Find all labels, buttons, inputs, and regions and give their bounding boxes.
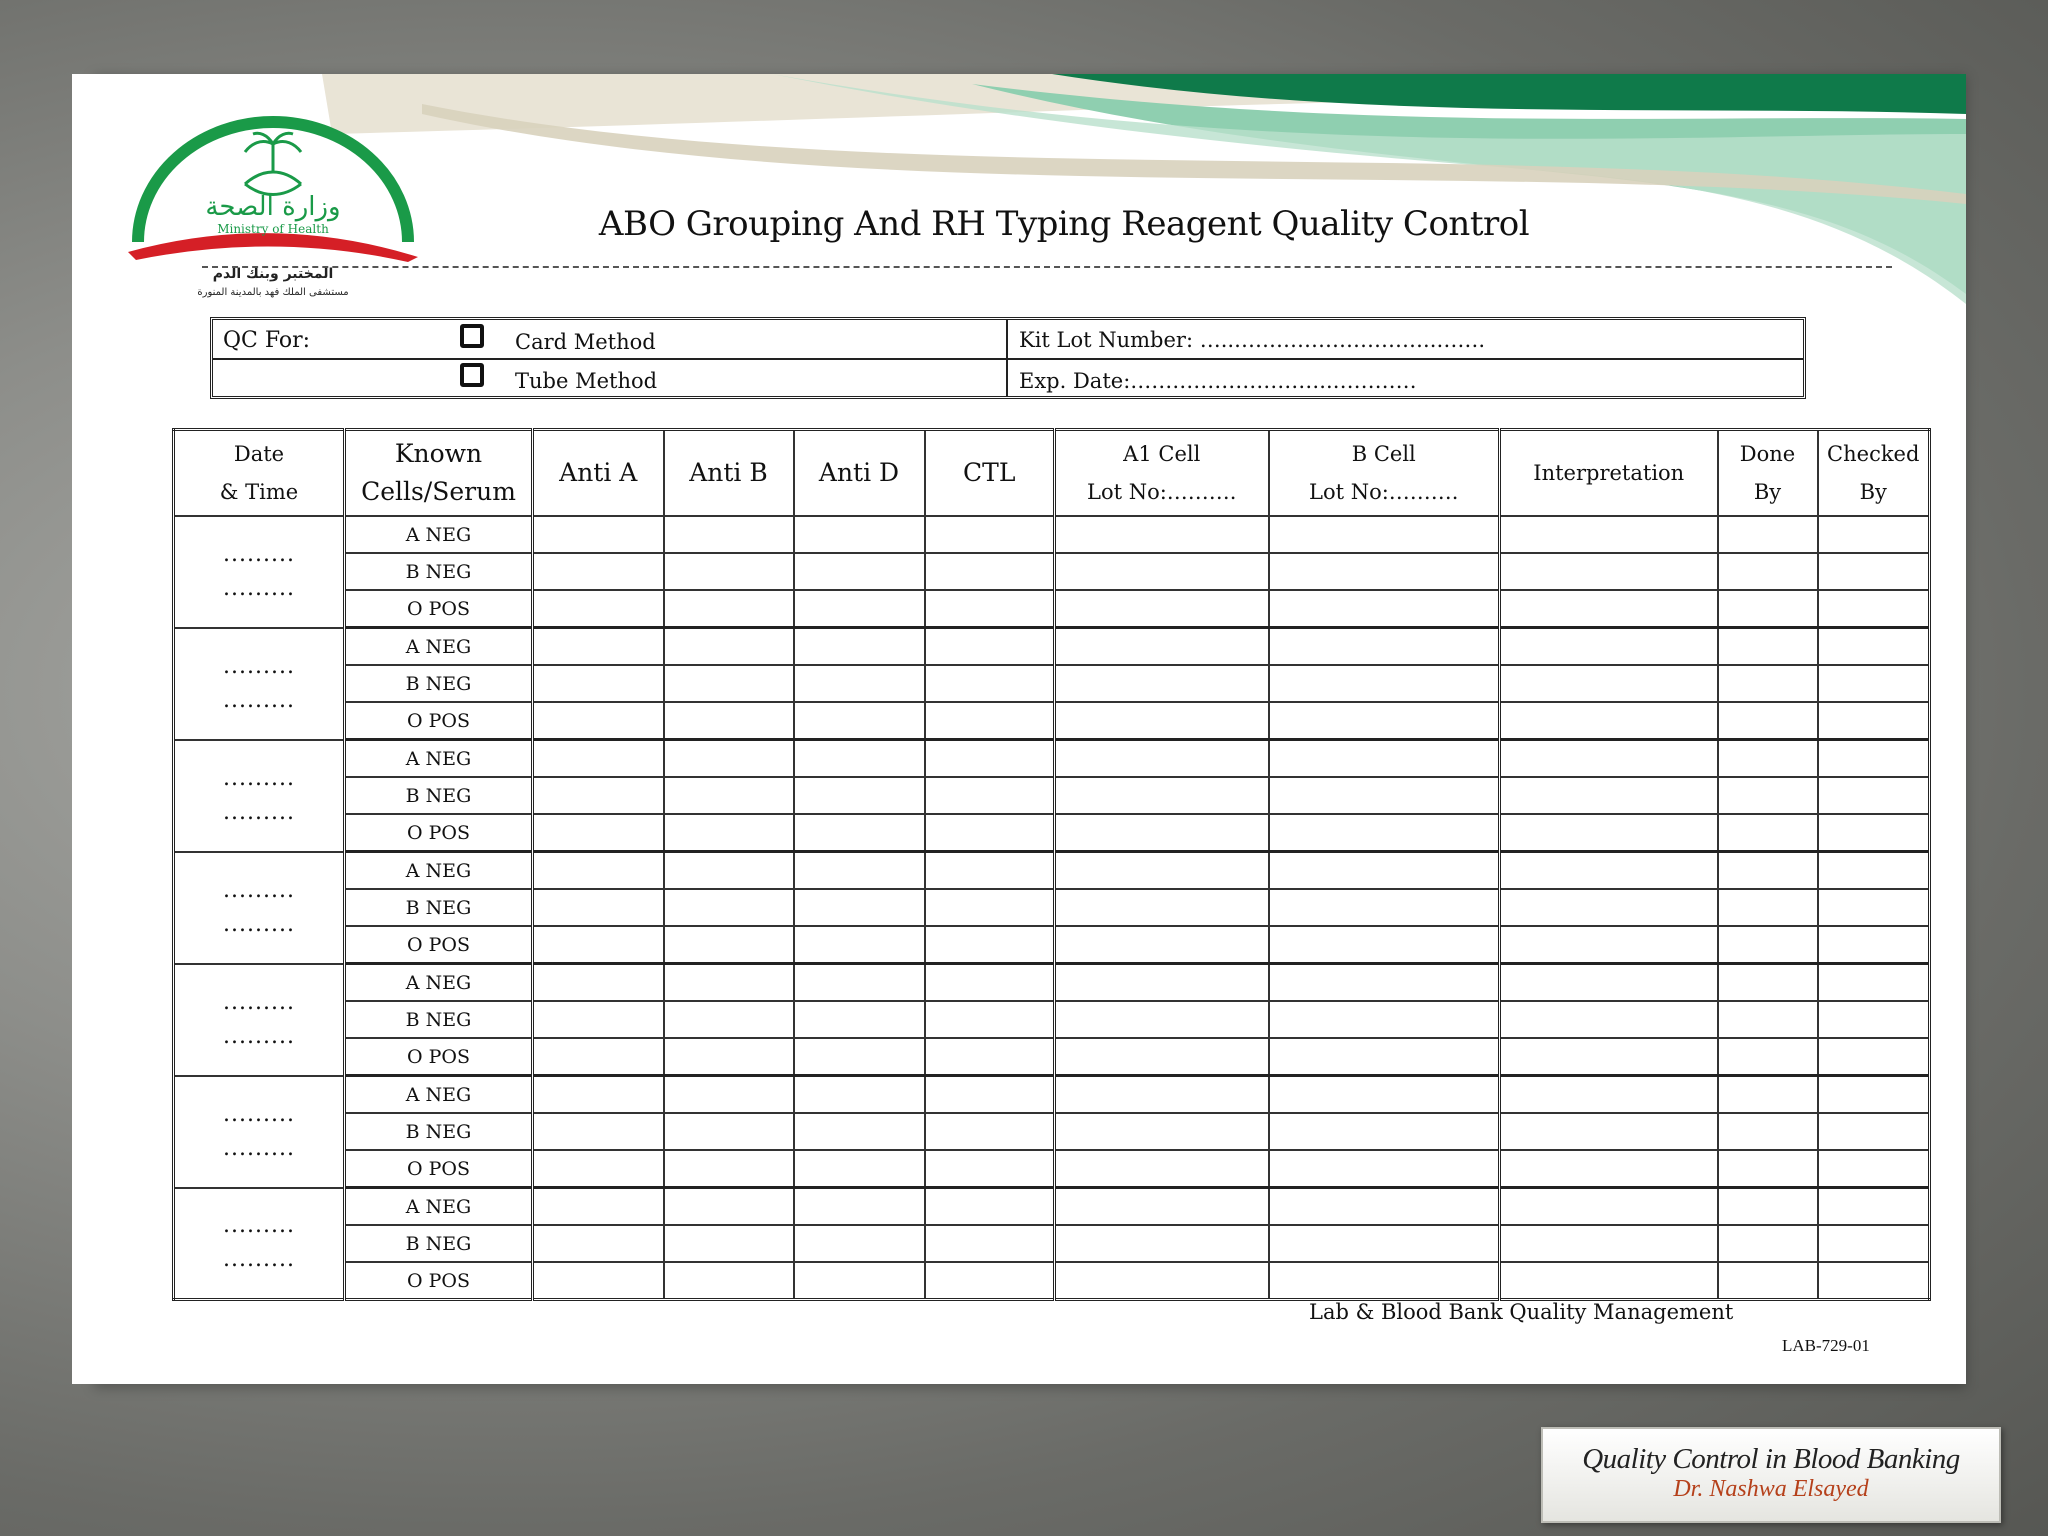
date-time-cell[interactable]: ......... ......... <box>174 740 345 852</box>
ctl-entry-cell[interactable] <box>925 1150 1055 1188</box>
anti-a-entry-cell[interactable] <box>533 628 664 666</box>
ctl-entry-cell[interactable] <box>925 1225 1055 1262</box>
table-row <box>174 1076 1930 1114</box>
anti-d-entry-cell[interactable] <box>794 852 925 890</box>
anti-b-entry-cell[interactable] <box>664 814 794 852</box>
checked-by-entry-cell[interactable] <box>1818 740 1930 778</box>
b-cell-entry-cell[interactable] <box>1269 926 1500 964</box>
anti-a-entry-cell[interactable] <box>533 926 664 964</box>
known-cell-label: B NEG <box>345 553 533 590</box>
anti-b-entry-cell[interactable] <box>664 777 794 814</box>
anti-d-entry-cell[interactable] <box>794 964 925 1002</box>
date-time-cell[interactable]: ......... ......... <box>174 628 345 740</box>
anti-d-entry-cell[interactable] <box>794 516 925 553</box>
done-by-entry-cell[interactable] <box>1718 553 1818 590</box>
ctl-entry-cell[interactable] <box>925 1113 1055 1150</box>
table-row <box>174 553 1930 590</box>
checked-by-entry-cell[interactable] <box>1818 777 1930 814</box>
anti-b-entry-cell[interactable] <box>664 964 794 1002</box>
logo-arabic-name: وزارة الصحة <box>205 192 341 222</box>
anti-a-entry-cell[interactable] <box>533 665 664 702</box>
done-by-entry-cell[interactable] <box>1718 1001 1818 1038</box>
table-row <box>174 702 1930 740</box>
interpretation-entry-cell[interactable] <box>1500 628 1718 666</box>
a1-cell-entry-cell[interactable] <box>1055 1001 1269 1038</box>
anti-a-entry-cell[interactable] <box>533 1113 664 1150</box>
checked-by-entry-cell[interactable] <box>1818 1188 1930 1226</box>
anti-b-entry-cell[interactable] <box>664 628 794 666</box>
anti-a-entry-cell[interactable] <box>533 1150 664 1188</box>
interpretation-entry-cell[interactable] <box>1500 889 1718 926</box>
a1-cell-entry-cell[interactable] <box>1055 814 1269 852</box>
checked-by-entry-cell[interactable] <box>1818 702 1930 740</box>
anti-d-entry-cell[interactable] <box>794 740 925 778</box>
palm-swords-emblem <box>245 133 301 194</box>
anti-a-entry-cell[interactable] <box>533 1188 664 1226</box>
checked-by-entry-cell[interactable] <box>1818 628 1930 666</box>
a1-cell-entry-cell[interactable] <box>1055 1150 1269 1188</box>
credit-title: Quality Control in Blood Banking <box>1582 1443 1960 1475</box>
table-row <box>174 926 1930 964</box>
header-date-time: Date & Time <box>174 430 345 517</box>
anti-a-entry-cell[interactable] <box>533 702 664 740</box>
anti-a-entry-cell[interactable] <box>533 1038 664 1076</box>
b-cell-entry-cell[interactable] <box>1269 852 1500 890</box>
anti-a-entry-cell[interactable] <box>533 814 664 852</box>
anti-a-entry-cell[interactable] <box>533 1001 664 1038</box>
done-by-entry-cell[interactable] <box>1718 1225 1818 1262</box>
a1-cell-entry-cell[interactable] <box>1055 889 1269 926</box>
known-cell-label: A NEG <box>345 516 533 553</box>
known-cell-label: O POS <box>345 702 533 740</box>
qc-for-label: QC For: <box>223 328 311 353</box>
done-by-entry-cell[interactable] <box>1718 1262 1818 1300</box>
header-anti-d: Anti D <box>794 430 925 517</box>
b-cell-entry-cell[interactable] <box>1269 1225 1500 1262</box>
b-cell-entry-cell[interactable] <box>1269 628 1500 666</box>
header-anti-a: Anti A <box>533 430 664 517</box>
credit-author: Dr. Nashwa Elsayed <box>1673 1476 1869 1502</box>
a1-cell-entry-cell[interactable] <box>1055 1038 1269 1076</box>
a1-cell-entry-cell[interactable] <box>1055 1188 1269 1226</box>
checked-by-entry-cell[interactable] <box>1818 1113 1930 1150</box>
a1-cell-entry-cell[interactable] <box>1055 964 1269 1002</box>
table-row <box>174 889 1930 926</box>
known-cell-label: A NEG <box>345 852 533 890</box>
table-row <box>174 740 1930 778</box>
checked-by-entry-cell[interactable] <box>1818 1038 1930 1076</box>
ctl-entry-cell[interactable] <box>925 516 1055 553</box>
anti-b-entry-cell[interactable] <box>664 516 794 553</box>
done-by-entry-cell[interactable] <box>1718 1188 1818 1226</box>
logo-arabic-sub1: المختبر وبنك الدم <box>212 266 334 282</box>
b-cell-entry-cell[interactable] <box>1269 590 1500 628</box>
checked-by-entry-cell[interactable] <box>1818 665 1930 702</box>
table-row <box>174 1188 1930 1226</box>
interpretation-entry-cell[interactable] <box>1500 516 1718 553</box>
anti-b-entry-cell[interactable] <box>664 1262 794 1300</box>
known-cell-label: O POS <box>345 1262 533 1300</box>
known-cell-label: B NEG <box>345 1225 533 1262</box>
anti-b-entry-cell[interactable] <box>664 590 794 628</box>
known-cell-label: O POS <box>345 1038 533 1076</box>
anti-b-entry-cell[interactable] <box>664 1225 794 1262</box>
known-cell-label: A NEG <box>345 964 533 1002</box>
done-by-entry-cell[interactable] <box>1718 516 1818 553</box>
anti-b-entry-cell[interactable] <box>664 889 794 926</box>
known-cell-label: B NEG <box>345 777 533 814</box>
ctl-entry-cell[interactable] <box>925 590 1055 628</box>
interpretation-entry-cell[interactable] <box>1500 1076 1718 1114</box>
a1-cell-entry-cell[interactable] <box>1055 553 1269 590</box>
b-cell-entry-cell[interactable] <box>1269 1188 1500 1226</box>
a1-cell-entry-cell[interactable] <box>1055 777 1269 814</box>
checked-by-entry-cell[interactable] <box>1818 553 1930 590</box>
card-method-label: Card Method <box>515 330 656 354</box>
b-cell-entry-cell[interactable] <box>1269 777 1500 814</box>
a1-cell-entry-cell[interactable] <box>1055 702 1269 740</box>
ctl-entry-cell[interactable] <box>925 1001 1055 1038</box>
footer-organization: Lab & Blood Bank Quality Management <box>1309 1300 1734 1324</box>
anti-b-entry-cell[interactable] <box>664 1001 794 1038</box>
tube-method-label: Tube Method <box>515 369 658 393</box>
b-cell-entry-cell[interactable] <box>1269 1150 1500 1188</box>
anti-a-entry-cell[interactable] <box>533 516 664 553</box>
anti-d-entry-cell[interactable] <box>794 1150 925 1188</box>
done-by-entry-cell[interactable] <box>1718 1038 1818 1076</box>
known-cell-label: A NEG <box>345 628 533 666</box>
checked-by-entry-cell[interactable] <box>1818 1001 1930 1038</box>
anti-a-entry-cell[interactable] <box>533 740 664 778</box>
known-cell-label: O POS <box>345 926 533 964</box>
b-cell-entry-cell[interactable] <box>1269 1076 1500 1114</box>
anti-d-entry-cell[interactable] <box>794 1038 925 1076</box>
b-cell-entry-cell[interactable] <box>1269 1262 1500 1300</box>
b-cell-entry-cell[interactable] <box>1269 964 1500 1002</box>
document-title: ABO Grouping And RH Typing Reagent Quality Control <box>598 204 1530 244</box>
interpretation-entry-cell[interactable] <box>1500 1188 1718 1226</box>
checked-by-entry-cell[interactable] <box>1818 814 1930 852</box>
anti-d-entry-cell[interactable] <box>794 665 925 702</box>
presentation-credit-box <box>1541 1427 2001 1523</box>
b-cell-entry-cell[interactable] <box>1269 516 1500 553</box>
interpretation-entry-cell[interactable] <box>1500 590 1718 628</box>
table-row <box>174 590 1930 628</box>
table-row <box>174 852 1930 890</box>
anti-b-entry-cell[interactable] <box>664 1076 794 1114</box>
interpretation-entry-cell[interactable] <box>1500 1150 1718 1188</box>
header-b-cell: B Cell Lot No:………. <box>1269 430 1500 517</box>
a1-cell-entry-cell[interactable] <box>1055 665 1269 702</box>
done-by-entry-cell[interactable] <box>1718 1076 1818 1114</box>
anti-b-entry-cell[interactable] <box>664 740 794 778</box>
anti-d-entry-cell[interactable] <box>794 889 925 926</box>
done-by-entry-cell[interactable] <box>1718 628 1818 666</box>
interpretation-entry-cell[interactable] <box>1500 777 1718 814</box>
done-by-entry-cell[interactable] <box>1718 814 1818 852</box>
b-cell-entry-cell[interactable] <box>1269 1038 1500 1076</box>
anti-b-entry-cell[interactable] <box>664 1113 794 1150</box>
logo-arabic-sub2: مستشفى الملك فهد بالمدينة المنورة <box>197 287 349 298</box>
anti-d-entry-cell[interactable] <box>794 814 925 852</box>
checked-by-entry-cell[interactable] <box>1818 926 1930 964</box>
ctl-entry-cell[interactable] <box>925 1262 1055 1300</box>
checked-by-entry-cell[interactable] <box>1818 516 1930 553</box>
ctl-entry-cell[interactable] <box>925 814 1055 852</box>
a1-cell-entry-cell[interactable] <box>1055 516 1269 553</box>
header-known-cells: Known Cells/Serum <box>345 430 533 517</box>
interpretation-entry-cell[interactable] <box>1500 1262 1718 1300</box>
known-cell-label: B NEG <box>345 665 533 702</box>
header-anti-b: Anti B <box>664 430 794 517</box>
ctl-entry-cell[interactable] <box>925 553 1055 590</box>
table-row <box>174 1262 1930 1300</box>
a1-cell-entry-cell[interactable] <box>1055 926 1269 964</box>
b-cell-entry-cell[interactable] <box>1269 1001 1500 1038</box>
table-row <box>174 1038 1930 1076</box>
anti-d-entry-cell[interactable] <box>794 1076 925 1114</box>
known-cell-label: A NEG <box>345 740 533 778</box>
header-done-by: Done By <box>1718 430 1818 517</box>
a1-cell-entry-cell[interactable] <box>1055 740 1269 778</box>
anti-d-entry-cell[interactable] <box>794 1001 925 1038</box>
done-by-entry-cell[interactable] <box>1718 665 1818 702</box>
card-method-checkbox[interactable] <box>460 324 484 348</box>
date-time-cell[interactable]: ......... ......... <box>174 964 345 1076</box>
qc-results-table <box>172 428 1931 1301</box>
anti-b-entry-cell[interactable] <box>664 553 794 590</box>
a1-cell-entry-cell[interactable] <box>1055 852 1269 890</box>
date-time-cell[interactable]: ......... ......... <box>174 516 345 628</box>
interpretation-entry-cell[interactable] <box>1500 852 1718 890</box>
tube-method-checkbox[interactable] <box>460 363 484 387</box>
anti-d-entry-cell[interactable] <box>794 926 925 964</box>
b-cell-entry-cell[interactable] <box>1269 1113 1500 1150</box>
a1-cell-entry-cell[interactable] <box>1055 590 1269 628</box>
table-row <box>174 665 1930 702</box>
b-cell-entry-cell[interactable] <box>1269 740 1500 778</box>
done-by-entry-cell[interactable] <box>1718 702 1818 740</box>
interpretation-entry-cell[interactable] <box>1500 1001 1718 1038</box>
anti-b-entry-cell[interactable] <box>664 1150 794 1188</box>
checked-by-entry-cell[interactable] <box>1818 852 1930 890</box>
interpretation-entry-cell[interactable] <box>1500 1038 1718 1076</box>
interpretation-entry-cell[interactable] <box>1500 702 1718 740</box>
anti-a-entry-cell[interactable] <box>533 889 664 926</box>
date-time-cell[interactable]: ......... ......... <box>174 852 345 964</box>
checked-by-entry-cell[interactable] <box>1818 1225 1930 1262</box>
form-sheet <box>72 74 1966 1384</box>
known-cell-label: O POS <box>345 590 533 628</box>
done-by-entry-cell[interactable] <box>1718 964 1818 1002</box>
title-dashed-divider <box>202 266 1892 268</box>
done-by-entry-cell[interactable] <box>1718 740 1818 778</box>
interpretation-entry-cell[interactable] <box>1500 553 1718 590</box>
anti-a-entry-cell[interactable] <box>533 852 664 890</box>
a1-cell-entry-cell[interactable] <box>1055 628 1269 666</box>
b-cell-entry-cell[interactable] <box>1269 814 1500 852</box>
a1-cell-entry-cell[interactable] <box>1055 1113 1269 1150</box>
ctl-entry-cell[interactable] <box>925 665 1055 702</box>
logo-english-name: Ministry of Health <box>217 222 329 236</box>
checked-by-entry-cell[interactable] <box>1818 1076 1930 1114</box>
known-cell-label: O POS <box>345 814 533 852</box>
checked-by-entry-cell[interactable] <box>1818 889 1930 926</box>
table-row <box>174 1150 1930 1188</box>
interpretation-entry-cell[interactable] <box>1500 1113 1718 1150</box>
anti-a-entry-cell[interactable] <box>533 1076 664 1114</box>
anti-b-entry-cell[interactable] <box>664 702 794 740</box>
ctl-entry-cell[interactable] <box>925 1076 1055 1114</box>
done-by-entry-cell[interactable] <box>1718 777 1818 814</box>
done-by-entry-cell[interactable] <box>1718 926 1818 964</box>
anti-a-entry-cell[interactable] <box>533 777 664 814</box>
anti-b-entry-cell[interactable] <box>664 665 794 702</box>
table-row <box>174 1001 1930 1038</box>
table-header-row <box>174 430 1930 517</box>
anti-d-entry-cell[interactable] <box>794 628 925 666</box>
anti-b-entry-cell[interactable] <box>664 852 794 890</box>
b-cell-entry-cell[interactable] <box>1269 889 1500 926</box>
ctl-entry-cell[interactable] <box>925 740 1055 778</box>
anti-a-entry-cell[interactable] <box>533 964 664 1002</box>
checked-by-entry-cell[interactable] <box>1818 1150 1930 1188</box>
anti-b-entry-cell[interactable] <box>664 1188 794 1226</box>
interpretation-entry-cell[interactable] <box>1500 964 1718 1002</box>
a1-cell-entry-cell[interactable] <box>1055 1262 1269 1300</box>
date-time-cell[interactable]: ......... ......... <box>174 1076 345 1188</box>
table-row <box>174 1113 1930 1150</box>
anti-d-entry-cell[interactable] <box>794 1113 925 1150</box>
done-by-entry-cell[interactable] <box>1718 1150 1818 1188</box>
anti-d-entry-cell[interactable] <box>794 1262 925 1300</box>
qc-header-box <box>210 317 1806 399</box>
anti-d-entry-cell[interactable] <box>794 553 925 590</box>
interpretation-entry-cell[interactable] <box>1500 1225 1718 1262</box>
ctl-entry-cell[interactable] <box>925 889 1055 926</box>
ctl-entry-cell[interactable] <box>925 1038 1055 1076</box>
a1-cell-entry-cell[interactable] <box>1055 1076 1269 1114</box>
ctl-entry-cell[interactable] <box>925 628 1055 666</box>
header-ctl: CTL <box>925 430 1055 517</box>
kit-lot-number-field[interactable]: Kit Lot Number: …..………………………..……. <box>1019 328 1486 352</box>
interpretation-entry-cell[interactable] <box>1500 665 1718 702</box>
form-code: LAB-729-01 <box>1782 1336 1870 1355</box>
checked-by-entry-cell[interactable] <box>1818 590 1930 628</box>
table-row <box>174 964 1930 1002</box>
checked-by-entry-cell[interactable] <box>1818 964 1930 1002</box>
ctl-entry-cell[interactable] <box>925 702 1055 740</box>
anti-d-entry-cell[interactable] <box>794 1225 925 1262</box>
anti-a-entry-cell[interactable] <box>533 1262 664 1300</box>
b-cell-entry-cell[interactable] <box>1269 553 1500 590</box>
ctl-entry-cell[interactable] <box>925 964 1055 1002</box>
interpretation-entry-cell[interactable] <box>1500 814 1718 852</box>
table-row <box>174 628 1930 666</box>
known-cell-label: B NEG <box>345 1001 533 1038</box>
known-cell-label: A NEG <box>345 1188 533 1226</box>
b-cell-entry-cell[interactable] <box>1269 665 1500 702</box>
ctl-entry-cell[interactable] <box>925 926 1055 964</box>
known-cell-label: B NEG <box>345 889 533 926</box>
checked-by-entry-cell[interactable] <box>1818 1262 1930 1300</box>
known-cell-label: A NEG <box>345 1076 533 1114</box>
anti-d-entry-cell[interactable] <box>794 590 925 628</box>
table-row <box>174 814 1930 852</box>
ctl-entry-cell[interactable] <box>925 852 1055 890</box>
anti-a-entry-cell[interactable] <box>533 590 664 628</box>
anti-a-entry-cell[interactable] <box>533 553 664 590</box>
header-checked-by: Checked By <box>1818 430 1930 517</box>
done-by-entry-cell[interactable] <box>1718 852 1818 890</box>
table-row <box>174 516 1930 553</box>
ctl-entry-cell[interactable] <box>925 1188 1055 1226</box>
header-a1-cell: A1 Cell Lot No:………. <box>1055 430 1269 517</box>
ctl-entry-cell[interactable] <box>925 777 1055 814</box>
anti-d-entry-cell[interactable] <box>794 777 925 814</box>
table-body <box>174 516 1930 1300</box>
header-interpretation: Interpretation <box>1500 430 1718 517</box>
anti-a-entry-cell[interactable] <box>533 1225 664 1262</box>
table-row <box>174 1225 1930 1262</box>
table-row <box>174 777 1930 814</box>
done-by-entry-cell[interactable] <box>1718 889 1818 926</box>
interpretation-entry-cell[interactable] <box>1500 740 1718 778</box>
known-cell-label: B NEG <box>345 1113 533 1150</box>
anti-d-entry-cell[interactable] <box>794 1188 925 1226</box>
anti-d-entry-cell[interactable] <box>794 702 925 740</box>
date-time-cell[interactable]: ......... ......... <box>174 1188 345 1300</box>
known-cell-label: O POS <box>345 1150 533 1188</box>
done-by-entry-cell[interactable] <box>1718 590 1818 628</box>
b-cell-entry-cell[interactable] <box>1269 702 1500 740</box>
exp-date-field[interactable]: Exp. Date:………………………..………… <box>1019 369 1417 393</box>
anti-b-entry-cell[interactable] <box>664 926 794 964</box>
interpretation-entry-cell[interactable] <box>1500 926 1718 964</box>
anti-b-entry-cell[interactable] <box>664 1038 794 1076</box>
a1-cell-entry-cell[interactable] <box>1055 1225 1269 1262</box>
done-by-entry-cell[interactable] <box>1718 1113 1818 1150</box>
